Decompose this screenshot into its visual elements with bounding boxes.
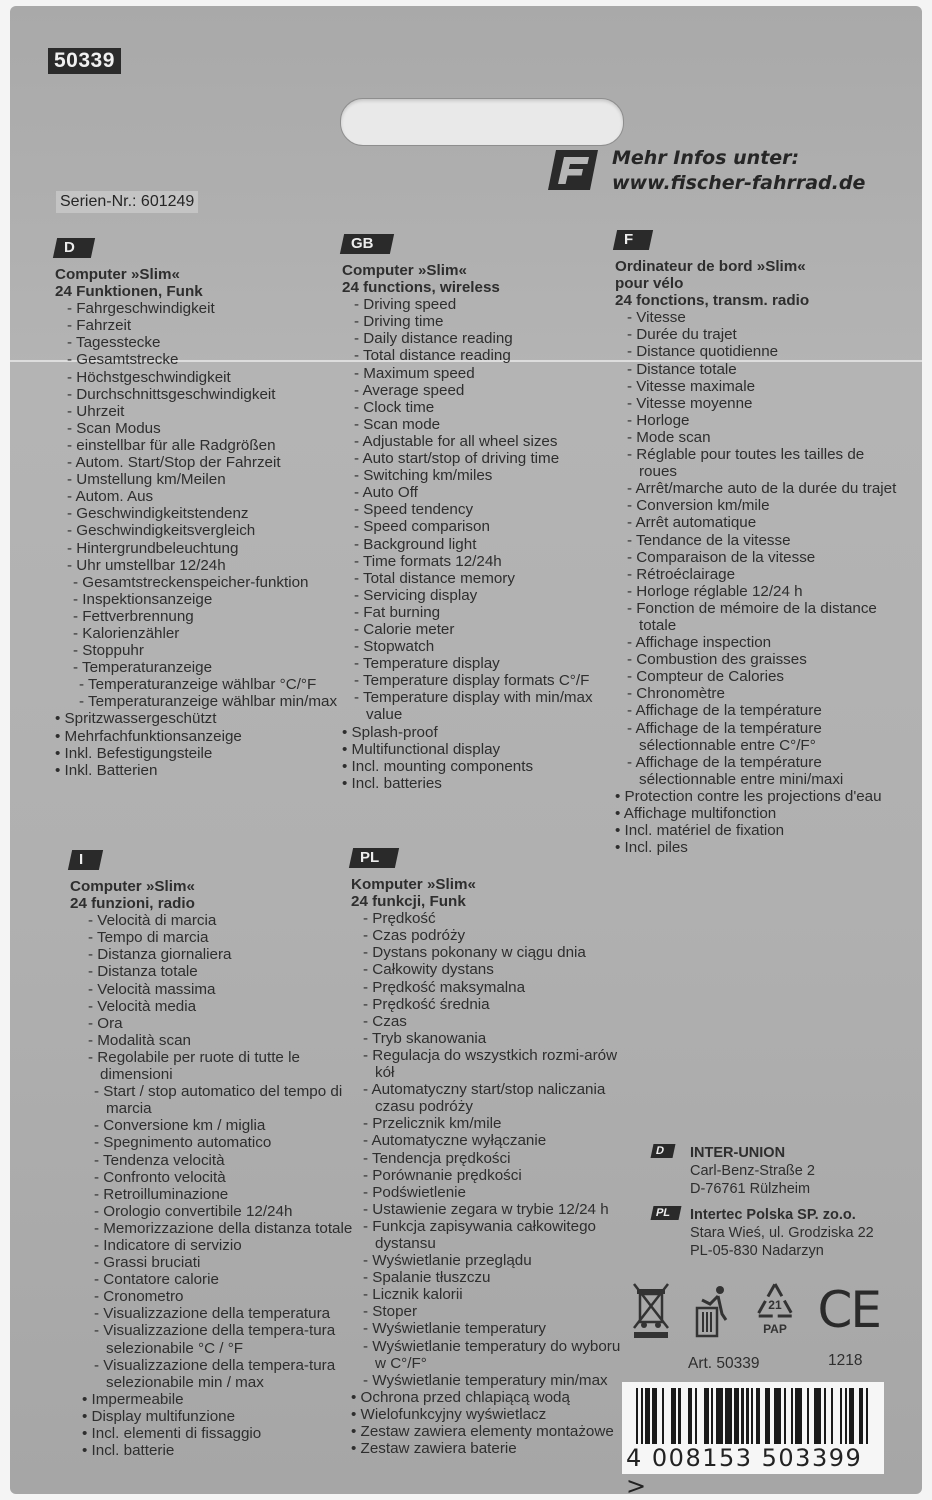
feature-item: - Temperature display xyxy=(354,655,612,672)
feature-item: - Tendance de la vitesse xyxy=(627,532,905,549)
feature-item: - Comparaison de la vitesse xyxy=(627,549,905,566)
feature-item: - Umstellung km/Meilen xyxy=(67,471,345,488)
feature-item: - Stopwatch xyxy=(354,638,612,655)
feature-item: - Speed tendency xyxy=(354,501,612,518)
included-item: • Incl. piles xyxy=(615,839,905,856)
feature-item: - Geschwindigkeitsvergleich xyxy=(67,522,345,539)
feature-item: - Orologio convertibile 12/24h xyxy=(94,1203,360,1220)
feature-item: - Start / stop automatico del tempo di marcia xyxy=(94,1083,360,1117)
feature-item: - Dystans pokonany w ciągu dnia xyxy=(363,944,631,961)
section-title: 24 functions, wireless xyxy=(342,279,500,297)
included-item: • Display multifunzione xyxy=(82,1408,360,1425)
feature-item: - Wyświetlanie temperatury xyxy=(363,1320,631,1337)
feature-item: - Gesamtstrecke xyxy=(67,351,345,368)
feature-item: - Fahrgeschwindigkeit xyxy=(67,300,345,317)
section-title: 24 fonctions, transm. radio xyxy=(615,292,810,310)
included-item: • Multifunctional display xyxy=(342,741,612,758)
feature-item: - Tryb skanowania xyxy=(363,1030,631,1047)
weee-crossed-bin-icon xyxy=(630,1280,674,1340)
feature-item: - Affichage de la température sélectionnable entre C°/F° xyxy=(627,720,905,754)
feature-item: - Kalorienzähler xyxy=(73,625,345,642)
feature-item: - Arrêt/marche auto de la durée du trajet xyxy=(627,480,905,497)
feature-item: - Clock time xyxy=(354,399,612,416)
included-item: • Incl. batterie xyxy=(82,1442,360,1459)
section-pl xyxy=(351,848,631,1457)
feature-item: - Spegnimento automatico xyxy=(94,1134,360,1151)
feature-item: - Prędkość maksymalna xyxy=(363,979,631,996)
feature-item: - Contatore calorie xyxy=(94,1271,360,1288)
feature-item: - Visualizzazione della tempera-tura selezionabile min / max xyxy=(94,1357,360,1391)
feature-item: - Fat burning xyxy=(354,604,612,621)
feature-item: - Wyświetlanie przeglądu xyxy=(363,1252,631,1269)
feature-item: - Auto Off xyxy=(354,484,612,501)
feature-item: - Affichage inspection xyxy=(627,634,905,651)
feature-item: - Velocità massima xyxy=(88,981,360,998)
tidyman-bin-icon xyxy=(694,1280,732,1340)
feature-item: - Prędkość xyxy=(363,910,631,927)
section-title: 24 funzioni, radio xyxy=(70,895,195,913)
section-fr xyxy=(615,230,905,856)
feature-item: - Horloge réglable 12/24 h xyxy=(627,583,905,600)
feature-item: - Uhrzeit xyxy=(67,403,345,420)
section-title: Computer »Slim« xyxy=(70,878,195,895)
more-info-label: Mehr Infos unter: xyxy=(612,147,800,169)
feature-item: - Servicing display xyxy=(354,587,612,604)
section-de xyxy=(55,238,345,779)
address-de-street: Carl-Benz-Straße 2 xyxy=(690,1163,815,1179)
barcode-number: 4 008153 503399 > xyxy=(626,1444,863,1500)
address-de-city: D-76761 Rülzheim xyxy=(690,1181,811,1197)
language-badge: GB xyxy=(340,234,394,254)
feature-item: - Combustion des graisses xyxy=(627,651,905,668)
feature-item: - Automatyczne wyłączanie xyxy=(363,1132,631,1149)
section-gb xyxy=(342,234,612,792)
more-info-url: www.fischer-fahrrad.de xyxy=(612,172,866,194)
product-code: 50339 xyxy=(48,48,121,74)
included-item: • Splash-proof xyxy=(342,724,612,741)
feature-item: - Mode scan xyxy=(627,429,905,446)
section-it xyxy=(70,850,360,1459)
serial-number: Serien-Nr.: 601249 xyxy=(56,191,198,213)
address-de-tag: D xyxy=(651,1144,676,1158)
feature-item: - Scan mode xyxy=(354,416,612,433)
feature-item: - Scan Modus xyxy=(67,420,345,437)
feature-item: - Conversion km/mile xyxy=(627,497,905,514)
feature-item: - Vitesse moyenne xyxy=(627,395,905,412)
feature-item: - Speed comparison xyxy=(354,518,612,535)
recycle-label: PAP xyxy=(763,1322,787,1336)
feature-item: - Temperaturanzeige wählbar °C/°F xyxy=(79,676,345,693)
feature-item: - Rétroéclairage xyxy=(627,566,905,583)
included-item: • Incl. elementi di fissaggio xyxy=(82,1425,360,1442)
feature-item: - Regulacja do wszystkich rozmi-arów kół xyxy=(363,1047,631,1081)
feature-item: - Total distance memory xyxy=(354,570,612,587)
fischer-logo-icon xyxy=(548,148,600,192)
language-badge: D xyxy=(53,238,95,258)
included-item: • Impermeabile xyxy=(82,1391,360,1408)
feature-item: - Czas podróży xyxy=(363,927,631,944)
address-de-company: INTER-UNION xyxy=(690,1145,786,1161)
feature-item: - Fahrzeit xyxy=(67,317,345,334)
feature-item: - Durée du trajet xyxy=(627,326,905,343)
section-title: 24 Funktionen, Funk xyxy=(55,283,203,301)
feature-item: - Confronto velocità xyxy=(94,1169,360,1186)
feature-item: - Calorie meter xyxy=(354,621,612,638)
feature-item: - Background light xyxy=(354,536,612,553)
barcode-bars xyxy=(636,1388,868,1444)
feature-item: - Réglable pour toutes les tailles de roues xyxy=(627,446,905,480)
feature-item: - Ora xyxy=(88,1015,360,1032)
feature-item: - Tempo di marcia xyxy=(88,929,360,946)
feature-item: - Podświetlenie xyxy=(363,1184,631,1201)
feature-item: - Hintergrundbeleuchtung xyxy=(67,540,345,557)
feature-item: - Geschwindigkeitstendenz xyxy=(67,505,345,522)
included-item: • Inkl. Befestigungsteile xyxy=(55,745,345,762)
language-badge: F xyxy=(613,230,653,250)
included-item: • Protection contre les projections d'eau xyxy=(615,788,905,805)
hang-hole xyxy=(340,98,624,146)
feature-item: - Affichage de la température sélectionnable entre mini/maxi xyxy=(627,754,905,788)
feature-item: - Przelicznik km/mile xyxy=(363,1115,631,1132)
address-pl-city: PL-05-830 Nadarzyn xyxy=(690,1243,824,1259)
section-title: pour vélo xyxy=(615,275,684,293)
article-number: Art. 50339 xyxy=(688,1355,760,1372)
included-item: • Zestaw zawiera baterie xyxy=(351,1440,631,1457)
language-badge: PL xyxy=(349,848,399,868)
feature-item: - Affichage de la température xyxy=(627,702,905,719)
included-item: • Affichage multifonction xyxy=(615,805,905,822)
feature-item: - Höchstgeschwindigkeit xyxy=(67,369,345,386)
feature-item: - Ustawienie zegara w trybie 12/24 h xyxy=(363,1201,631,1218)
feature-item: - Visualizzazione della tempera-tura selezionabile °C / °F xyxy=(94,1322,360,1356)
feature-item: - Autom. Start/Stop der Fahrzeit xyxy=(67,454,345,471)
feature-item: - Regolabile per ruote di tutte le dimensioni xyxy=(88,1049,360,1083)
recycle-number: 21 xyxy=(768,1298,782,1312)
feature-item: - Switching km/miles xyxy=(354,467,612,484)
section-title: 24 funkcji, Funk xyxy=(351,893,466,911)
feature-item: - Compteur de Calories xyxy=(627,668,905,685)
feature-item: - Memorizzazione della distanza totale xyxy=(94,1220,360,1237)
section-title: Computer »Slim« xyxy=(55,266,180,283)
feature-item: - Tendencja prędkości xyxy=(363,1150,631,1167)
feature-item: - Stoper xyxy=(363,1303,631,1320)
feature-item: - Velocità di marcia xyxy=(88,912,360,929)
feature-item: - Conversione km / miglia xyxy=(94,1117,360,1134)
feature-item: - Temperaturanzeige xyxy=(73,659,345,676)
feature-item: - Retroilluminazione xyxy=(94,1186,360,1203)
included-item: • Incl. batteries xyxy=(342,775,612,792)
feature-item: - Horloge xyxy=(627,412,905,429)
included-item: • Mehrfachfunktionsanzeige xyxy=(55,728,345,745)
included-item: • Wielofunkcyjny wyświetlacz xyxy=(351,1406,631,1423)
barcode-bar xyxy=(866,1388,868,1444)
feature-item: - Maximum speed xyxy=(354,365,612,382)
feature-item: - Driving time xyxy=(354,313,612,330)
feature-item: - Fonction de mémoire de la distance totale xyxy=(627,600,905,634)
feature-item: - Distanza totale xyxy=(88,963,360,980)
section-title: Ordinateur de bord »Slim« xyxy=(615,258,806,275)
address-de xyxy=(652,1144,815,1198)
feature-item: - Temperaturanzeige wählbar min/max xyxy=(79,693,345,710)
feature-item: - Wyświetlanie temperatury do wyboru w C°/F° xyxy=(363,1338,631,1372)
feature-item: - Fettverbrennung xyxy=(73,608,345,625)
feature-item: - Auto start/stop of driving time xyxy=(354,450,612,467)
feature-item: - Distance totale xyxy=(627,361,905,378)
ce-mark: CE xyxy=(817,1281,880,1339)
section-title: Komputer »Slim« xyxy=(351,876,476,893)
feature-item: - Temperature display formats C°/F xyxy=(354,672,612,689)
feature-item: - Arrêt automatique xyxy=(627,514,905,531)
address-pl-tag: PL xyxy=(651,1206,682,1220)
feature-item: - Uhr umstellbar 12/24h xyxy=(67,557,345,574)
feature-item: - Tendenza velocità xyxy=(94,1152,360,1169)
language-badge: I xyxy=(68,850,103,870)
date-code: 1218 xyxy=(828,1352,863,1369)
compliance-symbols xyxy=(630,1278,880,1342)
feature-item: - Indicatore di servizio xyxy=(94,1237,360,1254)
feature-item: - Daily distance reading xyxy=(354,330,612,347)
included-item: • Zestaw zawiera elementy montażowe xyxy=(351,1423,631,1440)
feature-item: - Driving speed xyxy=(354,296,612,313)
feature-item: - Vitesse xyxy=(627,309,905,326)
feature-item: - Gesamtstreckenspeicher-funktion xyxy=(73,574,345,591)
feature-item: - Chronomètre xyxy=(627,685,905,702)
feature-item: - Cronometro xyxy=(94,1288,360,1305)
ean-barcode xyxy=(622,1382,884,1500)
feature-item: - einstellbar für alle Radgrößen xyxy=(67,437,345,454)
feature-item: - Distanza giornaliera xyxy=(88,946,360,963)
feature-item: - Grassi bruciati xyxy=(94,1254,360,1271)
feature-item: - Całkowity dystans xyxy=(363,961,631,978)
included-item: • Inkl. Batterien xyxy=(55,762,345,779)
included-item: • Incl. matériel de fixation xyxy=(615,822,905,839)
feature-item: - Temperature display with min/max value xyxy=(354,689,612,723)
feature-item: - Stoppuhr xyxy=(73,642,345,659)
feature-item: - Porównanie prędkości xyxy=(363,1167,631,1184)
feature-item: - Wyświetlanie temperatury min/max xyxy=(363,1372,631,1389)
feature-item: - Durchschnittsgeschwindigkeit xyxy=(67,386,345,403)
feature-item: - Prędkość średnia xyxy=(363,996,631,1013)
feature-item: - Distance quotidienne xyxy=(627,343,905,360)
feature-item: - Czas xyxy=(363,1013,631,1030)
included-item: • Incl. mounting components xyxy=(342,758,612,775)
feature-item: - Modalità scan xyxy=(88,1032,360,1049)
feature-item: - Adjustable for all wheel sizes xyxy=(354,433,612,450)
more-info xyxy=(612,146,865,196)
feature-item: - Autom. Aus xyxy=(67,488,345,505)
section-title: Computer »Slim« xyxy=(342,262,467,279)
feature-item: - Total distance reading xyxy=(354,347,612,364)
feature-item: - Spalanie tłuszczu xyxy=(363,1269,631,1286)
included-item: • Spritzwassergeschützt xyxy=(55,710,345,727)
address-pl-company: Intertec Polska SP. zo.o. xyxy=(690,1207,856,1223)
feature-item: - Automatyczny start/stop naliczania czasu podróży xyxy=(363,1081,631,1115)
feature-item: - Inspektionsanzeige xyxy=(73,591,345,608)
address-pl xyxy=(652,1206,874,1260)
feature-item: - Velocità media xyxy=(88,998,360,1015)
feature-item: - Average speed xyxy=(354,382,612,399)
recycle-21-pap-icon xyxy=(753,1280,797,1340)
included-item: • Ochrona przed chlapiącą wodą xyxy=(351,1389,631,1406)
feature-item: - Time formats 12/24h xyxy=(354,553,612,570)
feature-item: - Licznik kalorii xyxy=(363,1286,631,1303)
feature-item: - Visualizzazione della temperatura xyxy=(94,1305,360,1322)
feature-item: - Vitesse maximale xyxy=(627,378,905,395)
feature-item: - Tagesstecke xyxy=(67,334,345,351)
feature-item: - Funkcja zapisywania całkowitego dystansu xyxy=(363,1218,631,1252)
address-pl-street: Stara Wieś, ul. Grodziska 22 xyxy=(690,1225,874,1241)
